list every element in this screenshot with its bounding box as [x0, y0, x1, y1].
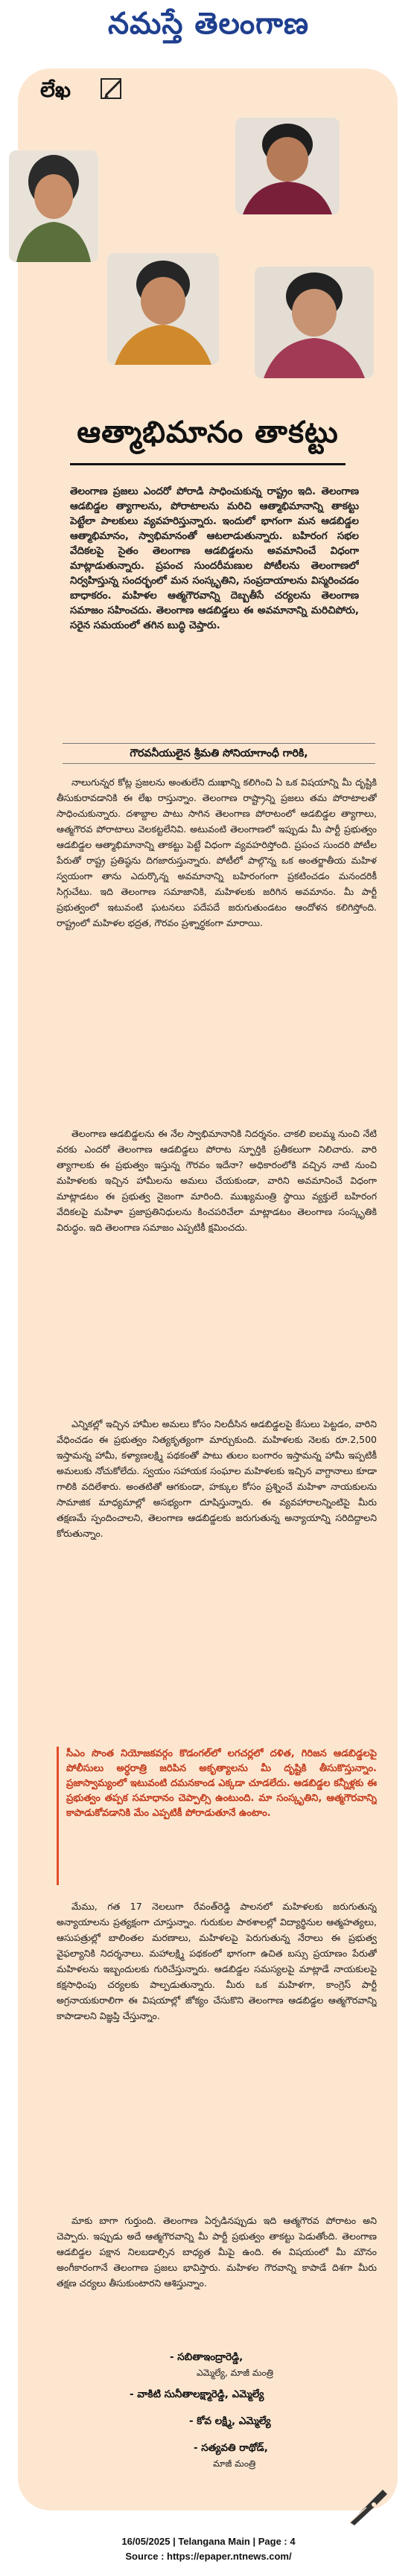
- article-headline: ఆత్మాభిమానం తాకట్టు: [77, 415, 339, 450]
- photo-kova-laxmi: [255, 267, 374, 378]
- pull-quote: సీఎం సొంత నియోజకవర్గం కొడంగల్‌లో లగచర్లలో దళిత, గిరిజన ఆడబిడ్డలపై పోలీసులు అర్ధరాత్రి జరిపిన అకృత్యాలను మీ దృష్టికి తీసుకొస్తున్నాం. ప్రజాస్వామ్యంలో ఇటువంటి దమనకాండ ఎక్కడా చూడలేదు. ఆడబిడ్డల కన్నీళ్లకు ఈ ప్రభుత్వం తప్పక సమాధానం చెప్పాల్సి ఉంటుంది. మా సంస్కృతిని, ఆత్మగౌరవాన్ని కాపాడుకోవడానికి మేం ఎప్పటికీ పోరాడుతూనే ఉంటాం.: [57, 1747, 377, 1885]
- photo-sabitha-indra-reddy: [9, 150, 98, 262]
- signature-4: - సత్యవతి రాథోడ్,: [194, 2442, 268, 2454]
- source-url: Source : https://epaper.ntnews.com/: [125, 2551, 292, 2562]
- edition-info: 16/05/2025 | Telangana Main | Page : 4: [121, 2536, 296, 2547]
- article-lead: తెలంగాణ ప్రజలు ఎందరో పోరాడి సాధించుకున్న రాష్ట్రం ఇది. తెలంగాణ ఆడబిడ్డల త్యాగాలను, పోరాటాలను మరిచి ఆత్మాభిమానాన్ని తాకట్టు పెట్టేలా పాలకులు వ్యవహరిస్తున్నారు. ఇందులో భాగంగా మన ఆడబిడ్డల ఆత్మాభిమానం, స్వాభిమానంతో ఆటలాడుతున్నారు. బహిరంగ సభల వేదికలపై సైతం తెలంగాణ ఆడబిడ్డలను అవమానించే విధంగా మాట్లాడుతున్నారు. ప్రపంచ సుందరీమణుల పోటీలను తెలంగాణలో నిర్వహిస్తున్న సందర్భంలో మన సంస్కృతిని, సంప్రదాయాలను విస్మరించడం బాధాకరం. మహిళల ఆత్మగౌరవాన్ని దెబ్బతీసే చర్యలను తెలంగాణ సమాజం సహించదు. తెలంగాణ ఆడబిడ్డలు ఈ అవమానాన్ని మరిచిపోరు, సరైన సమయంలో తగిన బుద్ధి చెప్తారు.: [70, 485, 359, 631]
- paragraph-1: నాలుగున్నర కోట్ల ప్రజలను అంతులేని దుఃఖాన్ని కలిగించి ఏ ఒక విషయాన్ని మీ దృష్టికి తీసుకురావడానికి ఈ లేఖ రాస్తున్నాం. తెలంగాణ రాష్ట్రాన్ని ప్రజలు తమ పోరాటాలతో సాధించుకున్నారు. దశాబ్దాల పాటు సాగిన తెలంగాణ పోరాటంలో ఆడబిడ్డల త్యాగాలు, ఆత్మగౌరవ పోరాటాలు వెలకట్టలేనివి. అటువంటి తెలంగాణలో ఇప్పుడు మీ పార్టీ ప్రభుత్వం ఆడబిడ్డల ఆత్మాభిమానాన్ని తాకట్టు పెట్టే విధంగా వ్యవహరిస్తోంది. ప్రపంచ సుందరి పోటీల పేరుతో రాష్ట్ర ప్రతిష్ఠను దిగజారుస్తున్నారు. పోటీలో పాల్గొన్న ఒక అంతర్జాతీయ మహిళ స్వయంగా తాను ఎదుర్కొన్న అవమానాన్ని బహిరంగంగా ప్రకటించడం మనందరికీ సిగ్గుచేటు. ఇది తెలంగాణ సమాజానికి, మహిళలకు జరిగిన అవమానం. మీ పార్టీ ప్రభుత్వంలో ఇటువంటి ఘటనలు పదేపదే జరుగుతుండటం ఆందోళన కలిగిస్తోంది. రాష్ట్రంలో మహిళల భద్రత, గౌరవం ప్రశ్నార్థకంగా మారాయి.: [57, 777, 377, 928]
- signature-2: - వాకిటి సునీతాలక్ష్మారెడ్డి, ఎమ్మెల్యే: [130, 2388, 264, 2400]
- headline-underline: [70, 463, 346, 465]
- signature-1-role: ఎమ్మెల్యే, మాజీ మంత్రి: [197, 2368, 273, 2378]
- signature-4-role: మాజీ మంత్రి: [213, 2458, 256, 2469]
- paragraph-4: మేము, గత 17 నెలలుగా రేవంత్‌రెడ్డి పాలనలో మహిళలకు జరుగుతున్న అన్యాయాలను ప్రత్యక్షంగా చూస్తున్నాం. గురుకుల పాఠశాలల్లో విద్యార్థినుల ఆత్మహత్యలు, ఆసుపత్రుల్లో బాలింతల మరణాలు, మహిళలపై పెరుగుతున్న నేరాలు ఈ ప్రభుత్వ వైఫల్యానికి నిదర్శనాలు. మహాలక్ష్మి పథకంలో భాగంగా ఉచిత బస్సు ప్రయాణం పేరుతో మహిళలను ఇబ్బందులకు గురిచేస్తున్నారు. ఆడబిడ్డల సమస్యలపై మాట్లాడే నాయకులపై కక్షసాధింపు చర్యలకు పాల్పడుతున్నారు. మీరు ఒక మహిళగా, కాంగ్రెస్ పార్టీ అగ్రనాయకురాలిగా ఈ విషయాల్లో జోక్యం చేసుకొని తెలంగాణ ఆడబిడ్డల ఆత్మగౌరవాన్ని కాపాడాలని విజ్ఞప్తి చేస్తున్నాం.: [57, 1901, 377, 2021]
- fountain-pen-nib-icon: [344, 2479, 392, 2527]
- letter-salutation: గౌరవనీయులైన శ్రీమతి సోనియాగాంధీ గారికి,: [63, 743, 375, 764]
- signature-3: - కోవ లక్ష్మి, ఎమ్మెల్యే: [189, 2415, 271, 2427]
- signature-1: - సబితాఇంద్రారెడ్డి,: [170, 2351, 243, 2363]
- paragraph-5: మాకు బాగా గుర్తుంది. తెలంగాణ ఏర్పడినప్పుడు ఇది ఆత్మగౌరవ పోరాటం అని చెప్పారు. ఇప్పుడు అదే ఆత్మగౌరవాన్ని మీ పార్టీ ప్రభుత్వం తాకట్టు పెడుతోంది. తెలంగాణ ఆడబిడ్డల పక్షాన నిలబడాల్సిన బాధ్యత మీపై ఉంది. ఈ విషయంలో మీ మౌనం అంగీకారంగానే తెలంగాణ ప్రజలు భావిస్తారు. మహిళల గౌరవాన్ని కాపాడే దిశగా మీరు తక్షణ చర్యలు తీసుకుంటారని ఆశిస్తున్నాం.: [57, 2215, 377, 2289]
- newspaper-title: నమస్తే తెలంగాణ: [107, 7, 310, 41]
- paragraph-2: తెలంగాణ ఆడబిడ్డలను ఈ నేల స్వాభిమానానికి నిదర్శనం. చాకలి ఐలమ్మ నుంచి నేటి వరకు ఎందరో తెలంగాణ ఆడబిడ్డలు పోరాట స్ఫూర్తికి ప్రతీకలుగా నిలిచారు. వారి త్యాగాలకు ఈ ప్రభుత్వం ఇస్తున్న గౌరవం ఇదేనా? అధికారంలోకి వచ్చిన నాటి నుంచి మహిళలకు ఇచ్చిన హామీలను అమలు చేయకుండా, వారిని అవమానించే విధంగా మాట్లాడటం ఈ ప్రభుత్వ నైజంగా మారింది. ముఖ్యమంత్రి స్థాయి వ్యక్తులే బహిరంగ వేదికలపై మహిళా ప్రజాప్రతినిధులను కించపరిచేలా మాట్లాడటం తెలంగాణ సంస్కృతికి విరుద్ధం. ఇది తెలంగాణ సమాజం ఎప్పటికీ క్షమించదు.: [57, 1128, 377, 1233]
- article-card: [18, 68, 398, 2510]
- pen-icon: [98, 76, 125, 103]
- paragraph-3: ఎన్నికల్లో ఇచ్చిన హామీల అమలు కోసం నిలదీసిన ఆడబిడ్డలపై కేసులు పెట్టడం, వారిని వేధించడం ఈ ప్రభుత్వం నిత్యకృత్యంగా మార్చుకుంది. మహిళలకు నెలకు రూ.2,500 ఇస్తామన్న హామీ, కళ్యాణలక్ష్మి పథకంతో పాటు తులం బంగారం ఇస్తామన్న హామీ ఇప్పటికీ అమలుకు నోచుకోలేదు. స్వయం సహాయక సంఘాల మహిళలకు ఇచ్చిన వాగ్దానాలు కూడా గాలికి వదిలేశారు. అంతటితో ఆగకుండా, హక్కుల కోసం ప్రశ్నించే మహిళా నాయకులను సామాజిక మాధ్యమాల్లో అసభ్యంగా దూషిస్తున్నారు. ఈ వ్యవహారాలన్నింటిపై మీరు తక్షణమే స్పందించాలని, తెలంగాణ ఆడబిడ్డలకు జరుగుతున్న అన్యాయాన్ని సరిదిద్దాలని కోరుతున్నాం.: [57, 1418, 377, 1539]
- section-label: లేఖ: [40, 77, 71, 102]
- photo-satyavathi-rathod: [235, 118, 340, 214]
- photo-vakiti-sunitha-laxma-reddy: [107, 253, 219, 365]
- masthead: [0, 0, 417, 52]
